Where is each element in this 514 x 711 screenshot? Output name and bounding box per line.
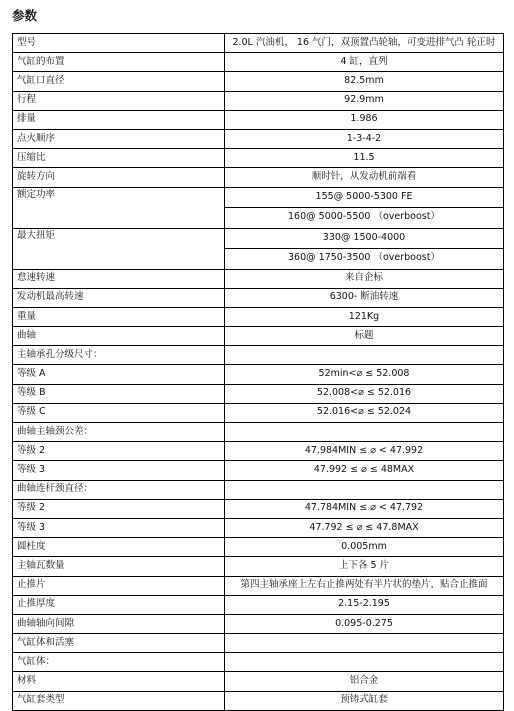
row-label: 点火顺序 bbox=[13, 129, 225, 148]
table-row bbox=[13, 461, 504, 480]
row-label: 等级 2 bbox=[13, 499, 225, 518]
row-label: 主轴承孔分级尺寸： bbox=[13, 346, 225, 365]
table-row bbox=[13, 653, 504, 672]
row-value: 155@ 5000-5300 FE bbox=[225, 187, 504, 208]
table-row bbox=[13, 34, 504, 53]
row-label: 等级 A bbox=[13, 365, 225, 384]
table-row bbox=[13, 72, 504, 91]
row-label: 等级 3 bbox=[13, 518, 225, 537]
row-value bbox=[225, 480, 504, 499]
table-row bbox=[13, 129, 504, 148]
row-value: 330@ 1500-4000 bbox=[225, 228, 504, 249]
row-label: 曲轴 bbox=[13, 327, 225, 346]
row-value bbox=[225, 423, 504, 442]
row-value: 预铸式缸套 bbox=[225, 691, 504, 710]
row-label: 等级 B bbox=[13, 384, 225, 403]
table-row bbox=[13, 149, 504, 168]
table-row bbox=[13, 634, 504, 653]
row-label: 等级 2 bbox=[13, 442, 225, 461]
row-label: 气缸口直径 bbox=[13, 72, 225, 91]
row-value: 47.992 ≤ ⌀ ≤ 48MAX bbox=[225, 461, 504, 480]
row-label: 行程 bbox=[13, 91, 225, 110]
table-row bbox=[13, 53, 504, 72]
row-value: 顺时针，从发动机前端看 bbox=[225, 168, 504, 187]
row-label: 额定功率 bbox=[13, 187, 225, 208]
table-row bbox=[13, 557, 504, 576]
page-title: 参数 bbox=[12, 8, 38, 23]
row-value: 4 缸，直列 bbox=[225, 53, 504, 72]
row-label: 材料 bbox=[13, 672, 225, 691]
row-label: 旋转方向 bbox=[13, 168, 225, 187]
table-row bbox=[13, 110, 504, 129]
row-label: 主轴瓦数量 bbox=[13, 557, 225, 576]
table-row bbox=[13, 307, 504, 326]
row-label: 压缩比 bbox=[13, 149, 225, 168]
row-value-secondary: 360@ 1750-3500 （overboost） bbox=[225, 249, 504, 270]
row-value: 47.792 ≤ ⌀ ≤ 47.8MAX bbox=[225, 518, 504, 537]
row-value bbox=[225, 653, 504, 672]
row-label: 等级 C bbox=[13, 403, 225, 422]
row-label: 型号 bbox=[13, 34, 225, 53]
row-value: 标题 bbox=[225, 327, 504, 346]
row-label: 发动机最高转速 bbox=[13, 288, 225, 307]
table-row bbox=[13, 576, 504, 595]
table-row bbox=[13, 208, 504, 229]
row-label: 重量 bbox=[13, 307, 225, 326]
row-label: 气缸的布置 bbox=[13, 53, 225, 72]
table-row bbox=[13, 499, 504, 518]
spec-table-body bbox=[13, 34, 504, 711]
row-value: 52.016<⌀ ≤ 52.024 bbox=[225, 403, 504, 422]
table-row bbox=[13, 442, 504, 461]
row-label-continuation bbox=[13, 249, 225, 270]
table-row bbox=[13, 691, 504, 710]
row-label: 止推片 bbox=[13, 576, 225, 595]
table-row bbox=[13, 384, 504, 403]
row-value: 上下各 5 片 bbox=[225, 557, 504, 576]
row-value: 52.008<⌀ ≤ 52.016 bbox=[225, 384, 504, 403]
row-value-secondary: 160@ 5000-5500 （overboost） bbox=[225, 208, 504, 229]
row-label: 气缸体： bbox=[13, 653, 225, 672]
row-value: 1-3-4-2 bbox=[225, 129, 504, 148]
row-value: 铝合金 bbox=[225, 672, 504, 691]
row-value: 6300- 断油转速 bbox=[225, 288, 504, 307]
row-value bbox=[225, 346, 504, 365]
table-row bbox=[13, 672, 504, 691]
row-label: 气缸套类型 bbox=[13, 691, 225, 710]
row-value: 121Kg bbox=[225, 307, 504, 326]
row-value: 47.984MIN ≤ ⌀ < 47.992 bbox=[225, 442, 504, 461]
row-value: 52min<⌀ ≤ 52.008 bbox=[225, 365, 504, 384]
table-row bbox=[13, 228, 504, 249]
row-value: 2.0L 汽油机， 16 气门，双顶置凸轮轴，可变进排气凸 轮正时 bbox=[225, 34, 504, 53]
table-row bbox=[13, 91, 504, 110]
table-row bbox=[13, 288, 504, 307]
row-value: 第四主轴承座上左右止推两处有半片状的垫片，贴合止推面 bbox=[225, 576, 504, 595]
row-value bbox=[225, 634, 504, 653]
row-label: 排量 bbox=[13, 110, 225, 129]
row-label: 怠速转速 bbox=[13, 269, 225, 288]
table-row bbox=[13, 269, 504, 288]
table-row bbox=[13, 614, 504, 633]
table-row bbox=[13, 538, 504, 557]
row-value: 47.784MIN ≤ ⌀ < 47.792 bbox=[225, 499, 504, 518]
row-value: 11.5 bbox=[225, 149, 504, 168]
table-row bbox=[13, 327, 504, 346]
table-row bbox=[13, 346, 504, 365]
spec-table bbox=[12, 33, 504, 711]
row-value: 82.5mm bbox=[225, 72, 504, 91]
row-value: 1.986 bbox=[225, 110, 504, 129]
row-value: 92.9mm bbox=[225, 91, 504, 110]
row-label: 曲轴主轴颈公差： bbox=[13, 423, 225, 442]
table-row bbox=[13, 595, 504, 614]
row-label: 止推厚度 bbox=[13, 595, 225, 614]
row-label: 曲轴轴向间隙 bbox=[13, 614, 225, 633]
row-value: 0.095-0.275 bbox=[225, 614, 504, 633]
table-row bbox=[13, 168, 504, 187]
row-value: 0.005mm bbox=[225, 538, 504, 557]
row-value: 来自企标 bbox=[225, 269, 504, 288]
table-row bbox=[13, 365, 504, 384]
row-label: 等级 3 bbox=[13, 461, 225, 480]
table-row bbox=[13, 187, 504, 208]
row-label: 曲轴连杆颈直径： bbox=[13, 480, 225, 499]
table-row bbox=[13, 518, 504, 537]
table-row bbox=[13, 249, 504, 270]
row-value: 2.15-2.195 bbox=[225, 595, 504, 614]
row-label: 最大扭矩 bbox=[13, 228, 225, 249]
row-label: 气缸体和活塞 bbox=[13, 634, 225, 653]
row-label-continuation bbox=[13, 208, 225, 229]
table-row bbox=[13, 480, 504, 499]
row-label: 圆柱度 bbox=[13, 538, 225, 557]
table-row bbox=[13, 423, 504, 442]
table-row bbox=[13, 403, 504, 422]
